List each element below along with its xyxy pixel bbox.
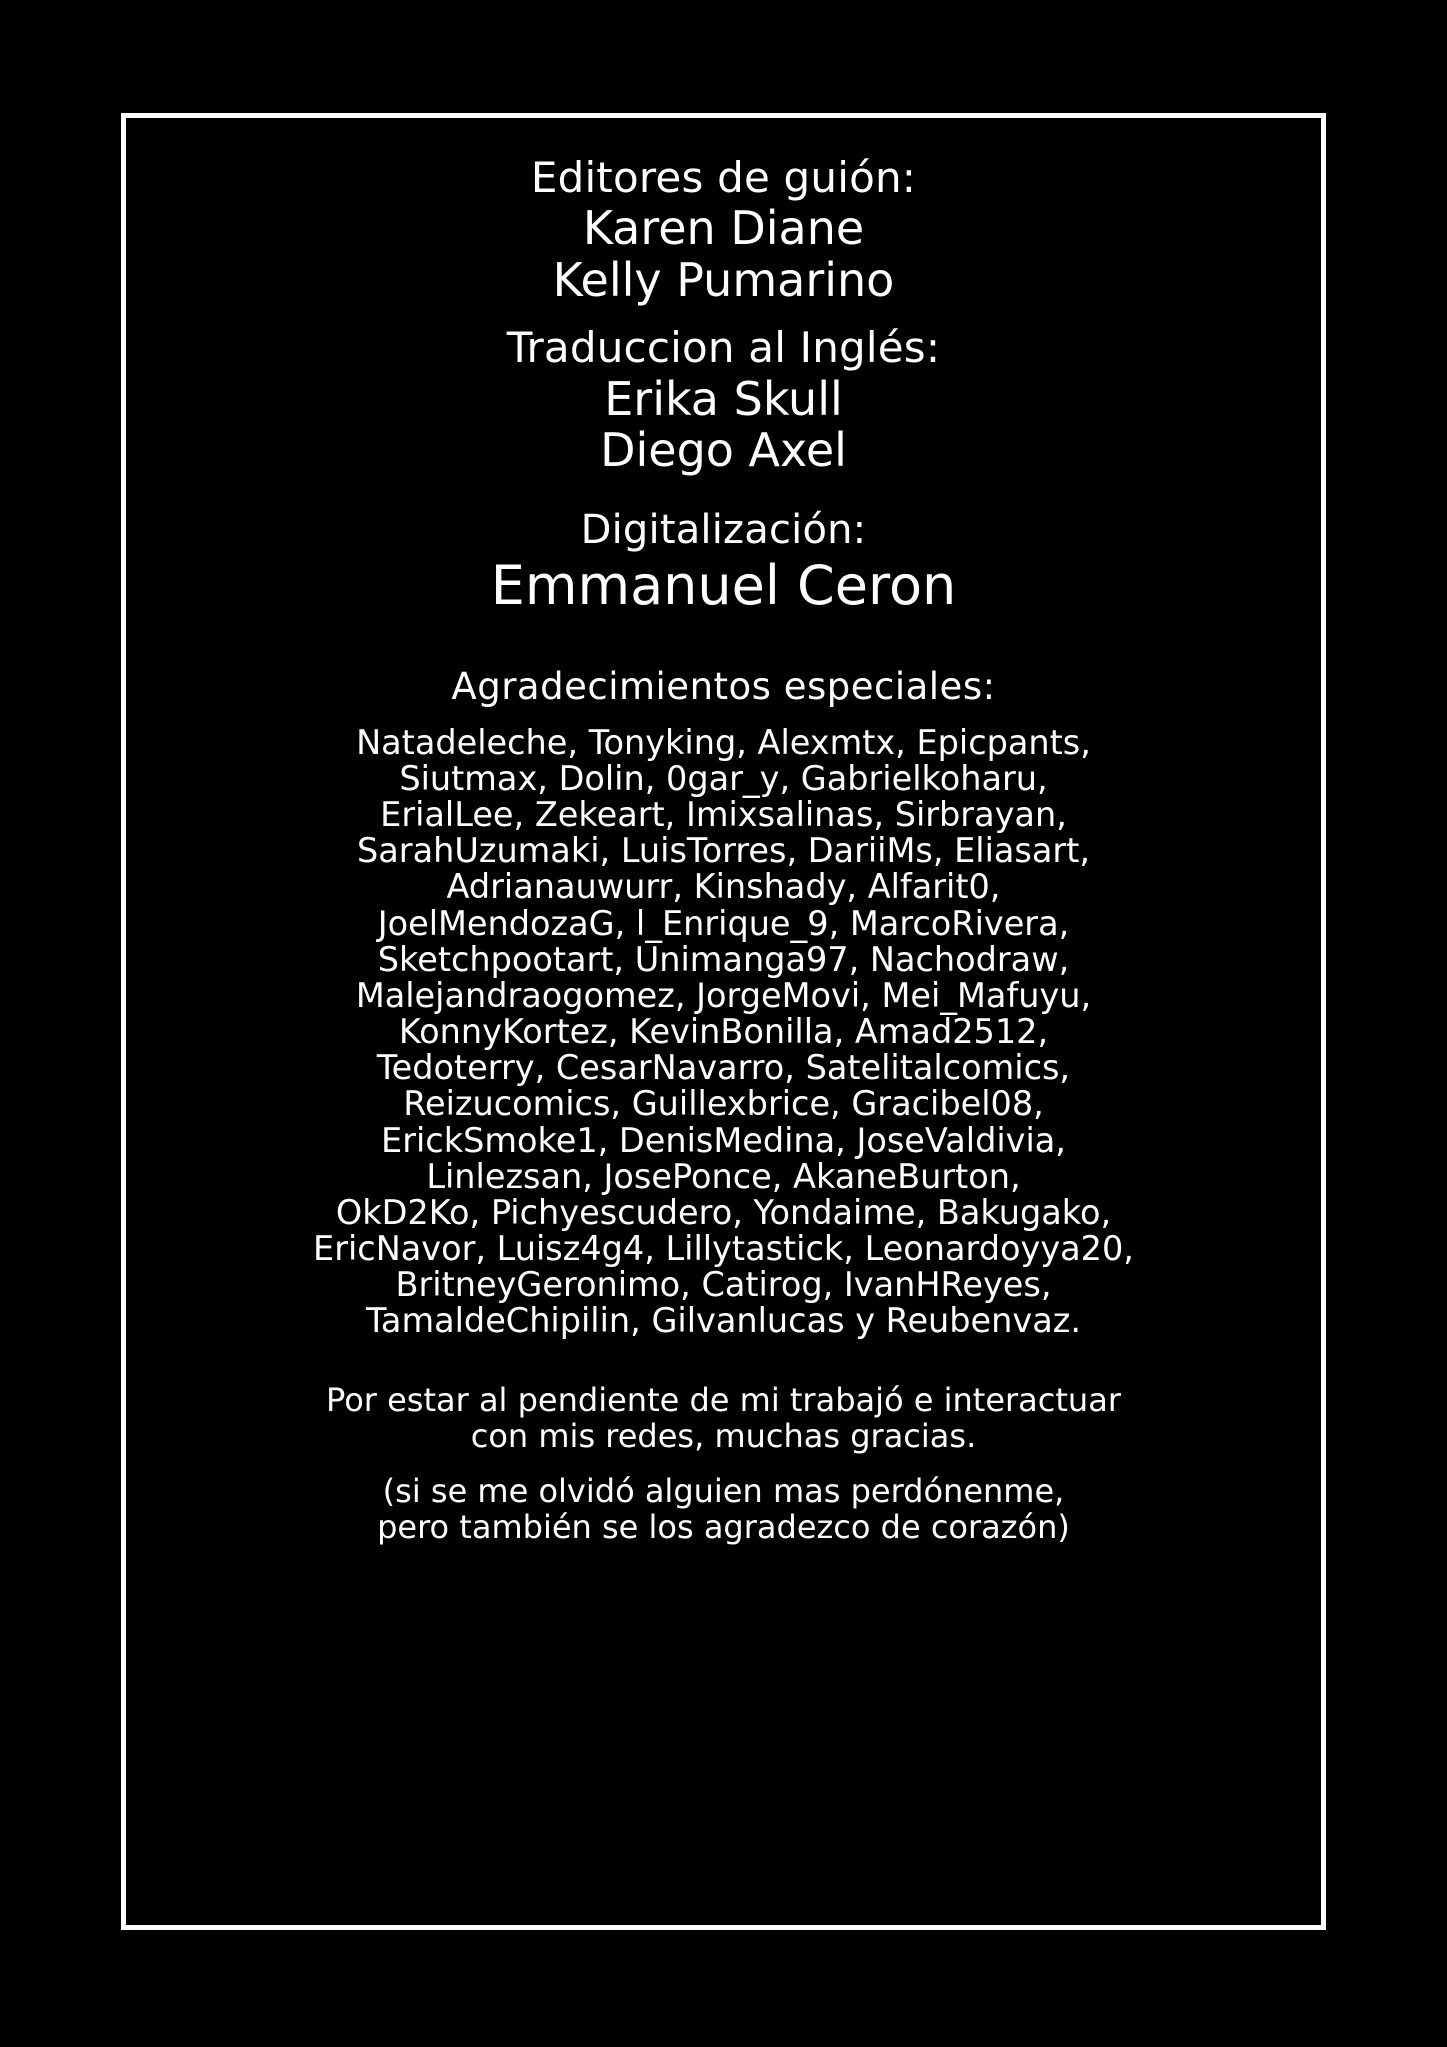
thanks-line: ErialLee, Zekeart, Imixsalinas, Sirbrayan, <box>380 795 1067 835</box>
thanks-line: Siutmax, Dolin, 0gar_y, Gabrielkoharu, <box>399 758 1048 798</box>
thanks-line: Malejandraogomez, JorgeMovi, Mei_Mafuyu, <box>355 975 1092 1015</box>
role-label-english-translation: Traduccion al Inglés: <box>506 323 941 373</box>
thanks-line: BritneyGeronimo, Catirog, IvanHReyes, <box>395 1265 1052 1305</box>
credit-name: Karen Diane <box>582 201 865 256</box>
thanks-line: OkD2Ko, Pichyescudero, Yondaime, Bakugako, <box>335 1192 1112 1232</box>
special-thanks-title: Agradecimientos especiales: <box>451 664 996 708</box>
thanks-line: Natadeleche, Tonyking, Alexmtx, Epicpants, <box>356 722 1091 762</box>
credit-name: Emmanuel Ceron <box>490 553 957 617</box>
thanks-line: Sketchpootart, Unimanga97, Nachodraw, <box>377 939 1070 979</box>
thanks-line: EricNavor, Luisz4g4, Lillytastick, Leonardoyya20, <box>313 1229 1134 1269</box>
credit-block-english-translation <box>166 322 1281 476</box>
credit-block-script-editors <box>166 152 1281 306</box>
thanks-line: Tedoterry, CesarNavarro, Satelitalcomics, <box>376 1048 1071 1088</box>
thanks-line: Linlezsan, JosePonce, AkaneBurton, <box>426 1156 1021 1196</box>
credit-name: Kelly Pumarino <box>552 252 895 307</box>
closing-line: pero también se los agradezco de corazón) <box>377 1508 1070 1547</box>
credits-frame <box>121 113 1326 1930</box>
credit-block-digitalization <box>166 505 1281 617</box>
role-label-script-editors: Editores de guión: <box>530 153 917 202</box>
role-label-digitalization: Digitalización: <box>580 506 867 553</box>
thanks-line: Adrianauwurr, Kinshady, Alfarit0, <box>446 867 1001 907</box>
special-thanks-list <box>166 722 1281 1341</box>
thanks-line: KonnyKortez, KevinBonilla, Amad2512, <box>398 1012 1049 1052</box>
credit-name: Diego Axel <box>600 423 847 478</box>
closing-message <box>166 1382 1281 1546</box>
credit-name: Erika Skull <box>604 371 843 426</box>
closing-line: (si se me olvidó alguien mas perdónenme, <box>382 1471 1065 1510</box>
thanks-line: TamaldeChipilin, Gilvanlucas y Reubenvaz. <box>366 1301 1081 1341</box>
credits-content <box>126 118 1321 1925</box>
closing-line: Por estar al pendiente de mi trabajó e interactuar <box>326 1380 1121 1419</box>
thanks-line: Reizucomics, Guillexbrice, Gracibel08, <box>403 1084 1044 1124</box>
thanks-line: JoelMendozaG, l_Enrique_9, MarcoRivera, <box>377 903 1070 943</box>
closing-line: con mis redes, muchas gracias. <box>470 1417 977 1456</box>
thanks-line: ErickSmoke1, DenisMedina, JoseValdivia, <box>381 1120 1066 1160</box>
thanks-line: SarahUzumaki, LuisTorres, DariiMs, Eliasart, <box>357 831 1090 871</box>
